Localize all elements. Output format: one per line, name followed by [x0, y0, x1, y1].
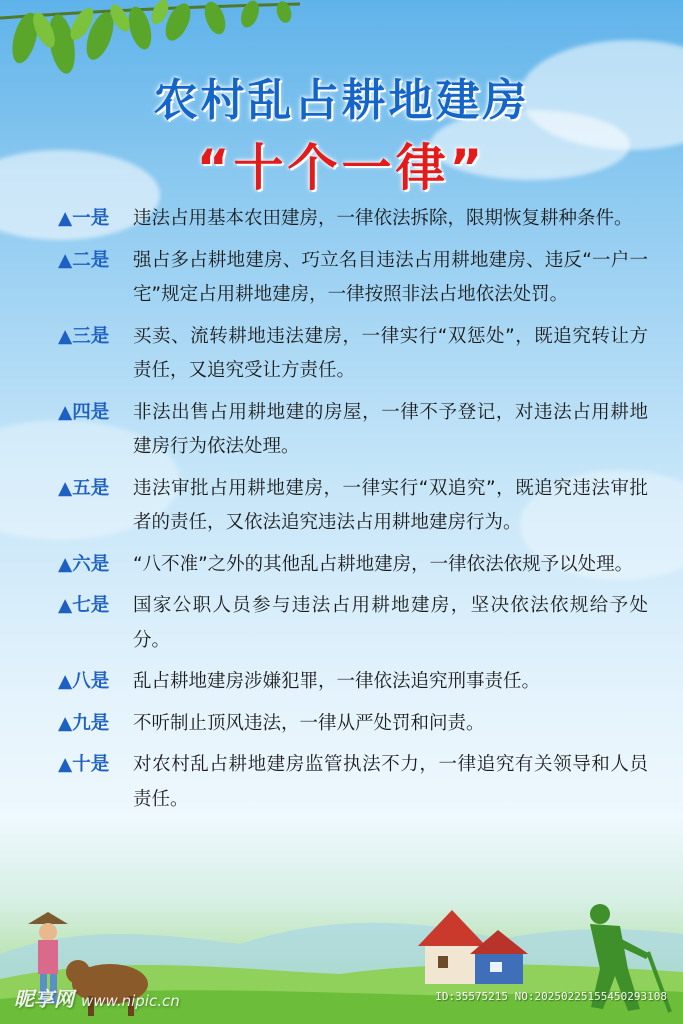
- list-item: [58, 472, 648, 541]
- item-text: “八不准”之外的其他乱占耕地建房，一律依法依规予以处理。: [133, 553, 634, 575]
- list-item: [58, 244, 648, 313]
- item-text: 不听制止顶风违法，一律从严处罚和问责。: [133, 712, 485, 734]
- title-sub: “十个一律”: [196, 139, 487, 197]
- house-icon: [418, 910, 528, 984]
- list-item: [58, 589, 648, 658]
- image-id-text: ID:35575215 NO:20250225155450293108: [435, 990, 667, 1003]
- item-label: ▲八是: [58, 671, 110, 692]
- watermark-url: www.nipic.cn: [80, 992, 180, 1010]
- item-label: ▲九是: [58, 712, 110, 734]
- item-text: 买卖、流转耕地违法建房，一律实行“双惩处”，既追究转让方责任，又追究受让方责任。: [133, 325, 648, 381]
- item-text: 违法审批占用耕地建房，一律实行“双追究”，既追究违法审批者的责任，又依法追究违法占用耕地建房行为。: [133, 477, 648, 533]
- list-item: [58, 665, 648, 700]
- list-item: [58, 707, 648, 742]
- item-text: 乱占耕地建房涉嫌犯罪，一律依法追究刑事责任。: [133, 671, 541, 692]
- rules-list: [58, 202, 648, 817]
- item-text: 非法出售占用耕地建的房屋，一律不予登记，对违法占用耕地建房行为依法处理。: [133, 401, 648, 457]
- item-label: ▲一是: [58, 208, 110, 229]
- list-item: [58, 202, 648, 237]
- item-label: ▲七是: [58, 595, 110, 616]
- item-text: 强占多占耕地建房、巧立名目违法占用耕地建房、违反“一户一宅”规定占用耕地建房，一律按照非法占地依法处罚。: [133, 249, 648, 305]
- item-label: ▲四是: [58, 401, 110, 423]
- item-label: ▲六是: [58, 553, 110, 575]
- list-item: [58, 320, 648, 389]
- watermark: [14, 983, 180, 1012]
- item-label: ▲十是: [58, 754, 110, 775]
- list-item: [58, 548, 648, 583]
- title-main: 农村乱占耕地建房: [153, 75, 530, 126]
- item-text: 违法占用基本农田建房，一律依法拆除，限期恢复耕种条件。: [133, 208, 633, 229]
- item-label: ▲五是: [58, 477, 110, 499]
- list-item: [58, 396, 648, 465]
- watermark-brand: 昵享网: [14, 987, 74, 1011]
- item-text: 国家公职人员参与违法占用耕地建房，坚决依法依规给予处分。: [133, 595, 648, 651]
- list-item: [58, 748, 648, 817]
- item-label: ▲二是: [58, 249, 110, 271]
- item-text: 对农村乱占耕地建房监管执法不力，一律追究有关领导和人员责任。: [133, 754, 648, 810]
- item-label: ▲三是: [58, 325, 110, 347]
